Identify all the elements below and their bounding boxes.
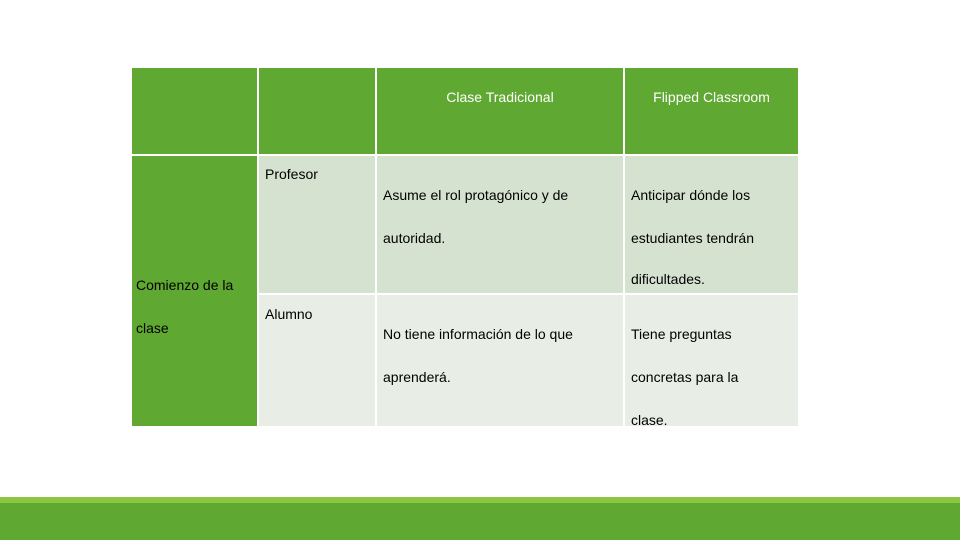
text-line: clase. bbox=[631, 412, 668, 428]
side-label bbox=[136, 264, 266, 350]
side-label-line2: clase bbox=[136, 320, 169, 336]
profesor-traditional-text bbox=[376, 155, 624, 294]
role-alumno: Alumno bbox=[258, 294, 376, 427]
side-label-line1: Comienzo de la bbox=[136, 277, 234, 293]
text-line: Anticipar dónde los bbox=[631, 187, 751, 203]
header-flipped-label: Flipped Classroom bbox=[653, 89, 770, 105]
text-line: Asume el rol protagónico y de bbox=[383, 187, 569, 203]
header-flipped bbox=[624, 67, 799, 155]
footer-bar bbox=[0, 503, 960, 540]
side-label-cell bbox=[131, 155, 258, 427]
comparison-table bbox=[131, 67, 799, 427]
text-line: concretas para la bbox=[631, 369, 739, 385]
header-empty-cell-1 bbox=[131, 67, 258, 155]
profesor-flipped-text bbox=[624, 155, 799, 294]
alumno-flipped-text bbox=[624, 294, 799, 427]
text-line: No tiene información de lo que bbox=[383, 326, 573, 342]
role-profesor: Profesor bbox=[258, 155, 376, 294]
text-line: dificultades. bbox=[631, 271, 705, 287]
alumno-traditional-text bbox=[376, 294, 624, 427]
text-line: Tiene preguntas bbox=[631, 326, 732, 342]
header-empty-cell-2 bbox=[258, 67, 376, 155]
header-traditional bbox=[376, 67, 624, 155]
text-line: estudiantes tendrán bbox=[631, 230, 754, 246]
text-line: aprenderá. bbox=[383, 369, 451, 385]
text-line: autoridad. bbox=[383, 230, 446, 246]
header-traditional-label: Clase Tradicional bbox=[446, 89, 554, 105]
